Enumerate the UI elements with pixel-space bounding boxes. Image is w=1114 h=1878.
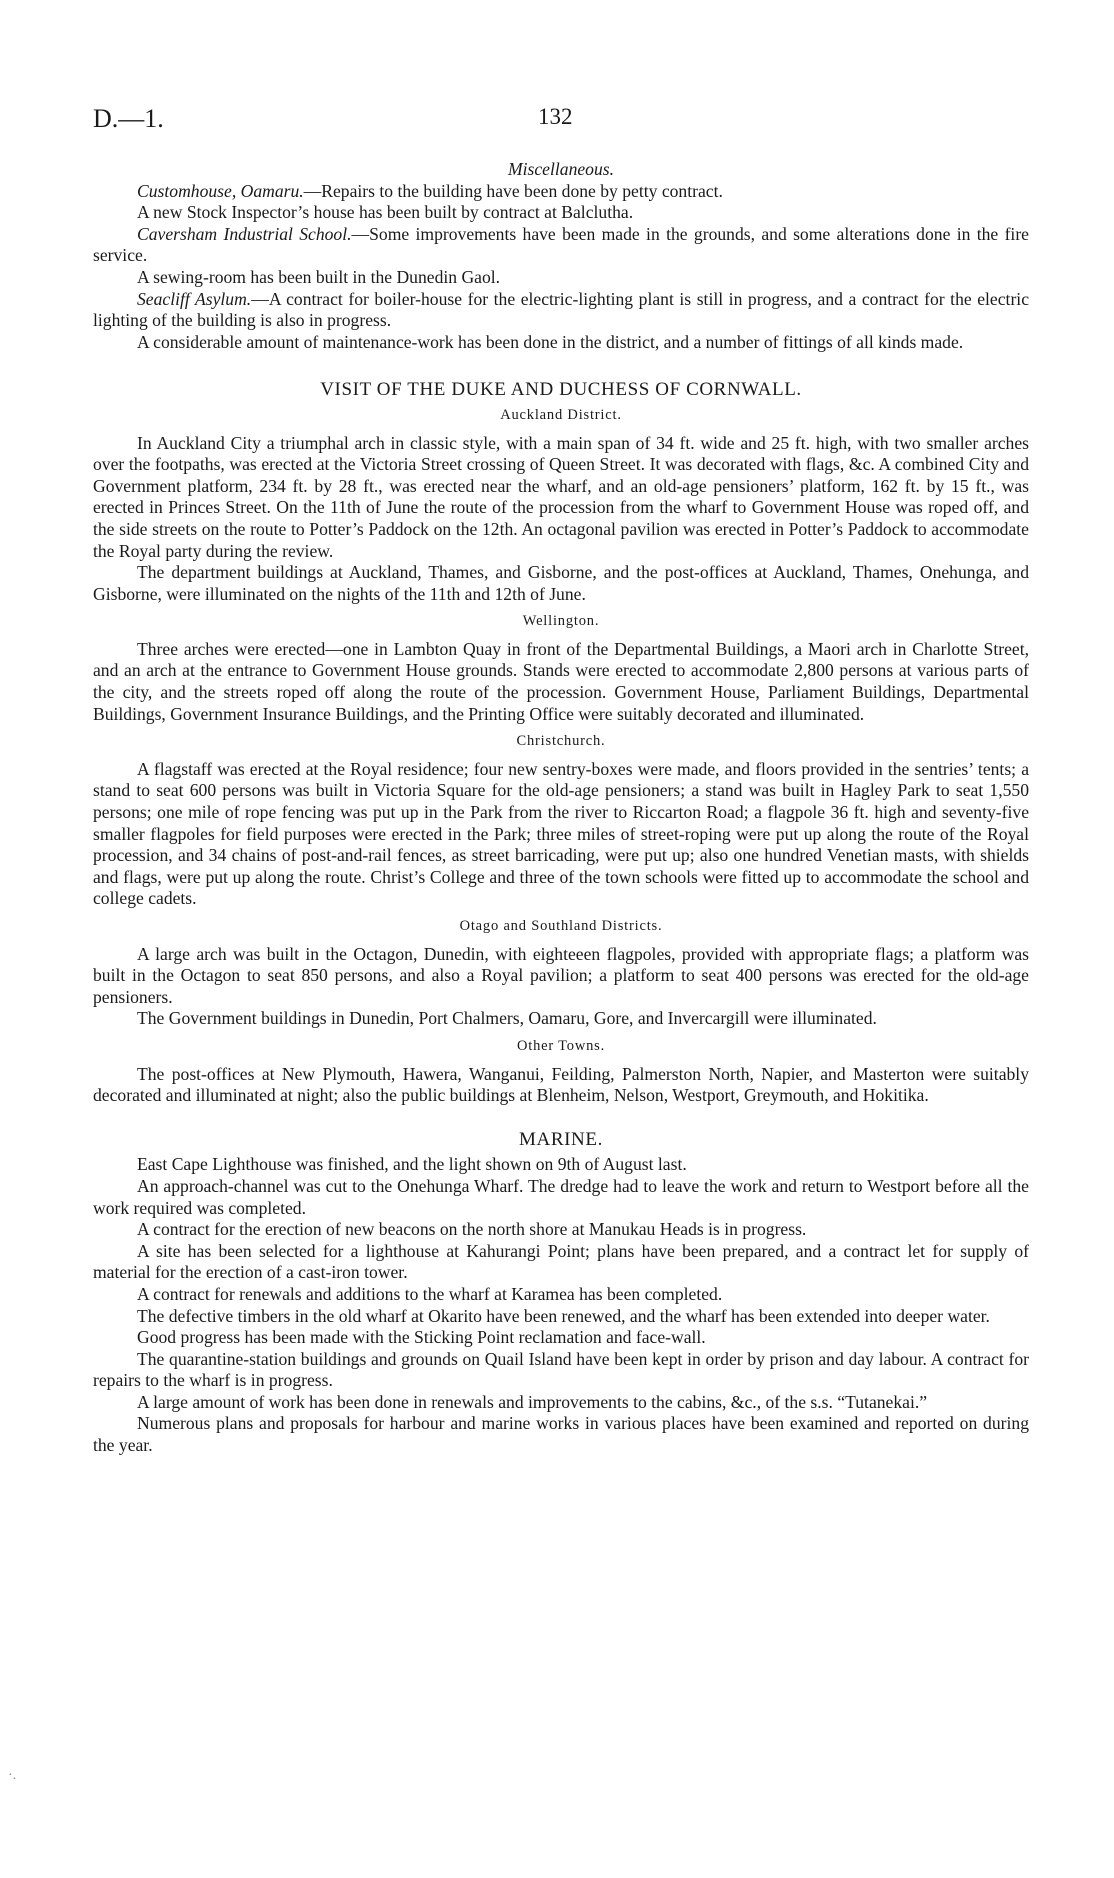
subheading-christchurch: Christchurch.	[516, 733, 606, 750]
subheading-auckland: Auckland District.	[500, 406, 622, 423]
paragraph: East Cape Lighthouse was finished, and the light shown on 9th of August last.	[137, 1154, 687, 1175]
paragraph: A contract for the erection of new beacons on the north shore at Manukau Heads is in progress.	[137, 1219, 807, 1240]
paragraph: The defective timbers in the old wharf at Okarito have been renewed, and the wharf has been extended into deeper water.	[137, 1305, 990, 1326]
page-number: 132	[538, 104, 573, 129]
section-heading-marine: MARINE.	[519, 1128, 603, 1150]
paragraph: The post-offices at New Plymouth, Hawera, Wanganui, Feilding, Palmerston North, Napier, and Masterton were suitably decorated and illuminated at night; also the public buildings at Blenheim, Nelson, Westport, Greymouth, and Hokitika.	[93, 1063, 1029, 1106]
page-body	[93, 159, 1029, 1457]
subheading-wellington: Wellington.	[522, 613, 600, 630]
paragraph: The Government buildings in Dunedin, Port Chalmers, Oamaru, Gore, and Invercargill were illuminated.	[137, 1008, 877, 1029]
paragraph-lead: Caversham Industrial School.	[137, 223, 352, 244]
paragraph: A sewing-room has been built in the Dunedin Gaol.	[137, 266, 501, 287]
subheading-otago-southland: Otago and Southland Districts.	[459, 918, 663, 934]
paragraph: The quarantine-station buildings and grounds on Quail Island have been kept in order by prison and day labour. A contract for repairs to the wharf is in progress.	[93, 1348, 1029, 1391]
document-id: D.—1.	[93, 104, 164, 133]
paragraph: A flagstaff was erected at the Royal residence; four new sentry-boxes were made, and floors provided in the sentries’ tents; a stand to seat 600 persons was built in Victoria Square for the old-age pensioners; a stand was built in Hagley Park to seat 1,550 persons; one mile of rope fencing was put up in the Park from the river to Riccarton Road; a flagpole 36 ft. high and seventy-five smaller flagpoles for field purposes were erected in the Park; three miles of street-roping were put up along the route of the Royal procession, and 34 chains of post-and-rail fences, as street barricading, were put up; also one hundred Venetian masts, with shields and flags, were put up along the route. Christ’s College and three of the town schools were fitted up to accommodate the school and college cadets.	[93, 758, 1029, 909]
paragraph-text: —A contract for boiler-house for the electric-lighting plant is still in progress, and a contract for the electric lighting of the building is also in progress.	[93, 288, 1029, 331]
paragraph-text: —Some improvements have been made in the grounds, and some alterations done in the fire service.	[93, 223, 1029, 266]
paragraph	[93, 289, 1029, 332]
paragraph	[93, 181, 1029, 203]
paragraph: A large arch was built in the Octagon, Dunedin, with eighteeen flagpoles, provided with appropriate flags; a platform was built in the Octagon to seat 850 persons, and also a Royal pavilion; a platform to seat 400 persons was erected for the old-age pensioners.	[93, 943, 1029, 1007]
paragraph-lead: Customhouse, Oamaru.	[137, 180, 304, 201]
paragraph: A new Stock Inspector’s house has been built by contract at Balclutha.	[137, 202, 634, 223]
paragraph: Good progress has been made with the Sticking Point reclamation and face-wall.	[137, 1327, 706, 1348]
section-heading-miscellaneous: Miscellaneous.	[507, 159, 615, 179]
paragraph	[93, 224, 1029, 267]
paragraph: An approach-channel was cut to the Onehunga Wharf. The dredge had to leave the work and return to Westport before all the work required was completed.	[93, 1175, 1029, 1218]
paragraph: A contract for renewals and additions to the wharf at Karamea has been completed.	[137, 1283, 723, 1304]
paragraph: A considerable amount of maintenance-work has been done in the district, and a number of fittings of all kinds made.	[137, 331, 964, 352]
subheading-other-towns: Other Towns.	[516, 1037, 606, 1054]
paragraph: Numerous plans and proposals for harbour and marine works in various places have been examined and reported on during the year.	[93, 1413, 1029, 1456]
page-header	[93, 104, 1033, 138]
paragraph: In Auckland City a triumphal arch in classic style, with a main span of 34 ft. wide and 25 ft. high, with two smaller arches over the footpaths, was erected at the Victoria Street crossing of Queen Street. It was decorated with flags, &c. A combined City and Government platform, 234 ft. by 28 ft., was erected near the wharf, and an old-age pensioners’ platform, 162 ft. by 15 ft., was erected in Princes Street. On the 11th of June the route of the procession from the wharf to Government House was roped off, and the side streets on the route to Potter’s Paddock on the 12th. An octagonal pavilion was erected in Potter’s Paddock to accommodate the Royal party during the review.	[93, 432, 1029, 561]
paragraph-lead: Seacliff Asylum.	[137, 288, 252, 309]
paragraph-text: —Repairs to the building have been done by petty contract.	[303, 180, 723, 201]
paragraph: The department buildings at Auckland, Thames, and Gisborne, and the post-offices at Auckland, Thames, Onehunga, and Gisborne, were illuminated on the nights of the 11th and 12th of June.	[93, 562, 1029, 604]
paragraph: Three arches were erected—one in Lambton Quay in front of the Departmental Buildings, a Maori arch in Charlotte Street, and an arch at the entrance to Government House grounds. Stands were erected to accommodate 2,800 persons at various parts of the city, and the streets roped off along the route of the procession. Government House, Parliament Buildings, Departmental Buildings, Government Insurance Buildings, and the Printing Office were suitably decorated and illuminated.	[93, 638, 1029, 724]
paragraph: A large amount of work has been done in renewals and improvements to the cabins, &c., of the s.s. “Tutanekai.”	[137, 1391, 928, 1412]
section-heading-visit: VISIT OF THE DUKE AND DUCHESS OF CORNWALL.	[320, 379, 802, 401]
paragraph: A site has been selected for a lighthouse at Kahurangi Point; plans have been prepared, and a contract let for supply of material for the erection of a cast-iron tower.	[93, 1240, 1029, 1283]
margin-speck: ·.	[8, 1768, 17, 1783]
